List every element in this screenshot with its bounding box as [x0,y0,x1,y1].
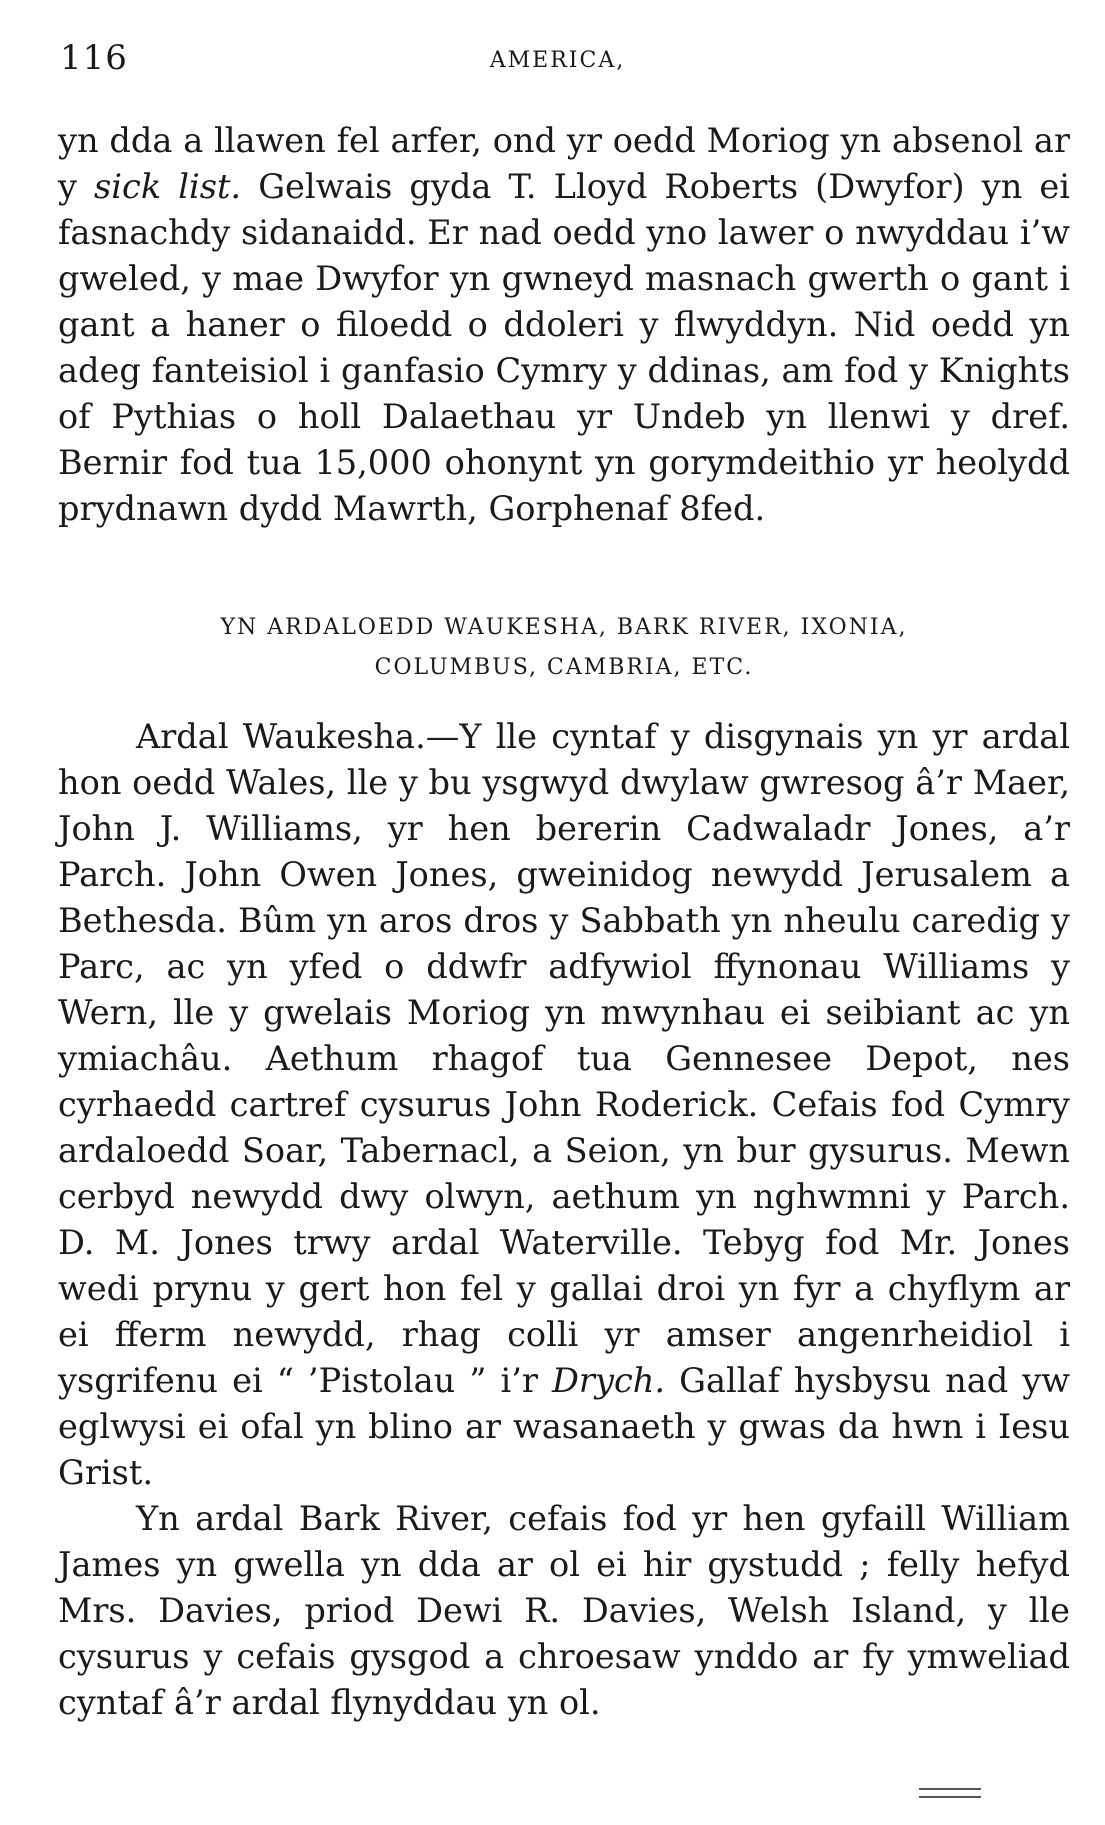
body-text-bottom [58,714,1070,1726]
running-head [60,38,1055,88]
italic-phrase: Drych. [552,1361,666,1400]
printers-mark [915,1782,985,1804]
paragraph-text: Gallaf hysbysu nad yw eglwysi ei ofal yn blino ar wasanaeth y gwas da hwn i Iesu Grist. [58,1361,1070,1492]
paragraph-continuation [58,118,1070,532]
page-number: 116 [60,38,128,78]
body-text-top [58,118,1070,532]
section-heading-line: YN ARDALOEDD WAUKESHA, BARK RIVER, IXONIA, [220,615,908,640]
paragraph-text: Yn ardal Bark River, cefais fod yr hen gyfaill William James yn gwella yn dda ar ol ei hir gystudd ; felly hefyd Mrs. Davies, priod Dewi R. Davies, Welsh Island, y lle cysurus y cefais gysgod a chroesaw ynddo ar fy ymweliad cyntaf â’r ardal flynyddau yn ol. [58,1499,1070,1722]
paragraph [58,714,1070,1496]
section-heading-line: COLUMBUS, CAMBRIA, ETC. [374,655,754,680]
running-title: AMERICA, [489,48,626,73]
italic-phrase: sick list. [94,167,242,206]
paragraph-text: Ardal Waukesha.—Y lle cyntaf y disgynais yn yr ardal hon oedd Wales, lle y bu ysgwyd dwylaw gwresog â’r Maer, John J. Williams, yr hen bererin Cadwaladr Jones, a’r Parch. John Owen Jones, gweinidog newydd Jerusalem a Bethesda. Bûm yn aros dros y Sabbath yn nheulu caredig y Parc, ac yn yfed o ddwfr adfywiol ffynonau Williams y Wern, lle y gwelais Moriog yn mwynhau ei seibiant ac yn ymiachâu. Aethum rhagof tua Gennesee Depot, nes cyrhaedd cartref cysurus John Roderick. Cefais fod Cymry ardaloedd Soar, Tabernacl, a Seion, yn bur gysurus. Mewn cerbyd newydd dwy olwyn, aethum yn nghwmni y Parch. D. M. Jones trwy ardal Waterville. Tebyg fod Mr. Jones wedi prynu y gert hon fel y gallai droi yn fyr a chyflym ar ei fferm newydd, rhag colli yr amser angenrheidiol i ysgrifenu ei “ ’Pistolau ” i’r [58,717,1070,1400]
paragraph-text: Gelwais gyda T. Lloyd Roberts (Dwyfor) yn ei fasnachdy sidanaidd. Er nad oedd yno lawer o nwyddau i’w gweled, y mae Dwyfor yn gwneyd masnach gwerth o gant i gant a haner o filoedd o ddoleri y flwyddyn. Nid oedd yn adeg fanteisiol i ganfasio Cymry y ddinas, am fod y Knights of Pythias o holl Dalaethau yr Undeb yn llenwi y dref. Bernir fod tua 15,000 ohonynt yn gorymdeithio yr heolydd prydnawn dydd Mawrth, Gorphenaf 8fed. [58,167,1070,528]
section-heading [58,608,1070,688]
paragraph [58,1496,1070,1726]
paragraph-text: yn dda a llawen fel arfer, ond yr oedd Moriog yn absenol ar y [58,121,1070,206]
